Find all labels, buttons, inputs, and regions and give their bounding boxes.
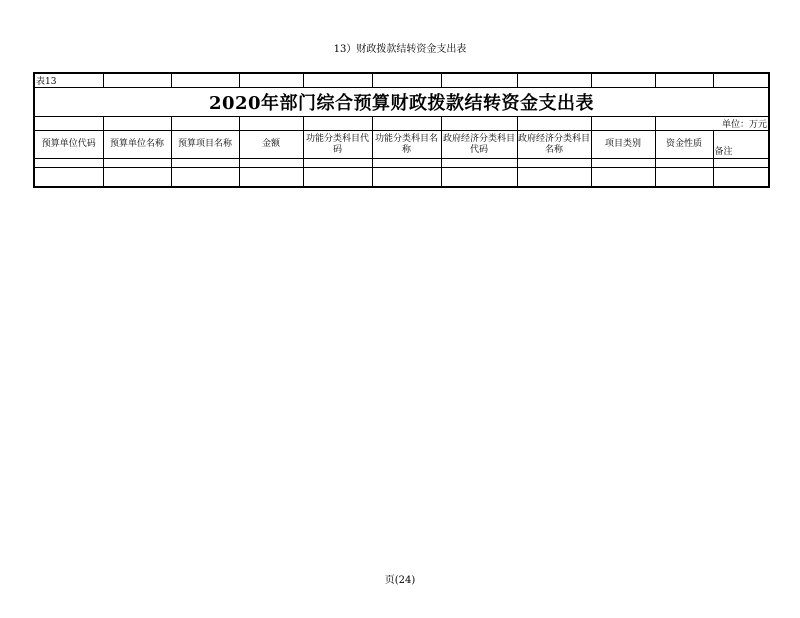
- table-cell: [441, 159, 517, 168]
- table-row: [34, 159, 769, 168]
- table-row: [34, 168, 769, 188]
- column-header: 备注: [713, 131, 769, 159]
- table-cell: [713, 168, 769, 188]
- column-header: 项目类别: [591, 131, 655, 159]
- table-cell: [239, 159, 303, 168]
- sheet-label: 表13: [34, 73, 103, 88]
- spreadsheet: [33, 72, 768, 188]
- table-cell: [103, 159, 171, 168]
- column-header: 功能分类科目名称: [372, 131, 441, 159]
- table-cell: [655, 168, 713, 188]
- table-cell: [591, 159, 655, 168]
- table-cell: [372, 159, 441, 168]
- column-header: 预算项目名称: [171, 131, 239, 159]
- table-cell: [303, 168, 372, 188]
- unit-row: [34, 117, 769, 131]
- table-cell: [517, 168, 591, 188]
- page-footer: 页(24): [384, 575, 416, 586]
- expenditure-table: [33, 72, 770, 188]
- table-cell: [171, 168, 239, 188]
- column-header: 预算单位名称: [103, 131, 171, 159]
- table-cell: [34, 159, 103, 168]
- column-header: 功能分类科目代码: [303, 131, 372, 159]
- table-cell: [517, 159, 591, 168]
- column-header: 政府经济分类科目名称: [517, 131, 591, 159]
- table-cell: [713, 159, 769, 168]
- column-header: 政府经济分类科目代码: [441, 131, 517, 159]
- header-row: [34, 131, 769, 159]
- sheet-label-row: [34, 73, 769, 88]
- table-cell: [34, 168, 103, 188]
- table-cell: [239, 168, 303, 188]
- column-header: 资金性质: [655, 131, 713, 159]
- table-cell: [303, 159, 372, 168]
- table-cell: [655, 159, 713, 168]
- table-cell: [441, 168, 517, 188]
- table-title: 2020年部门综合预算财政拨款结转资金支出表: [34, 88, 769, 117]
- table-cell: [171, 159, 239, 168]
- page-header: 13）财政拨款结转资金支出表: [333, 44, 467, 55]
- title-row: [34, 88, 769, 117]
- table-cell: [591, 168, 655, 188]
- unit-label: 单位：万元: [655, 117, 769, 131]
- table-cell: [372, 168, 441, 188]
- table-cell: [103, 168, 171, 188]
- column-header: 预算单位代码: [34, 131, 103, 159]
- column-header: 金额: [239, 131, 303, 159]
